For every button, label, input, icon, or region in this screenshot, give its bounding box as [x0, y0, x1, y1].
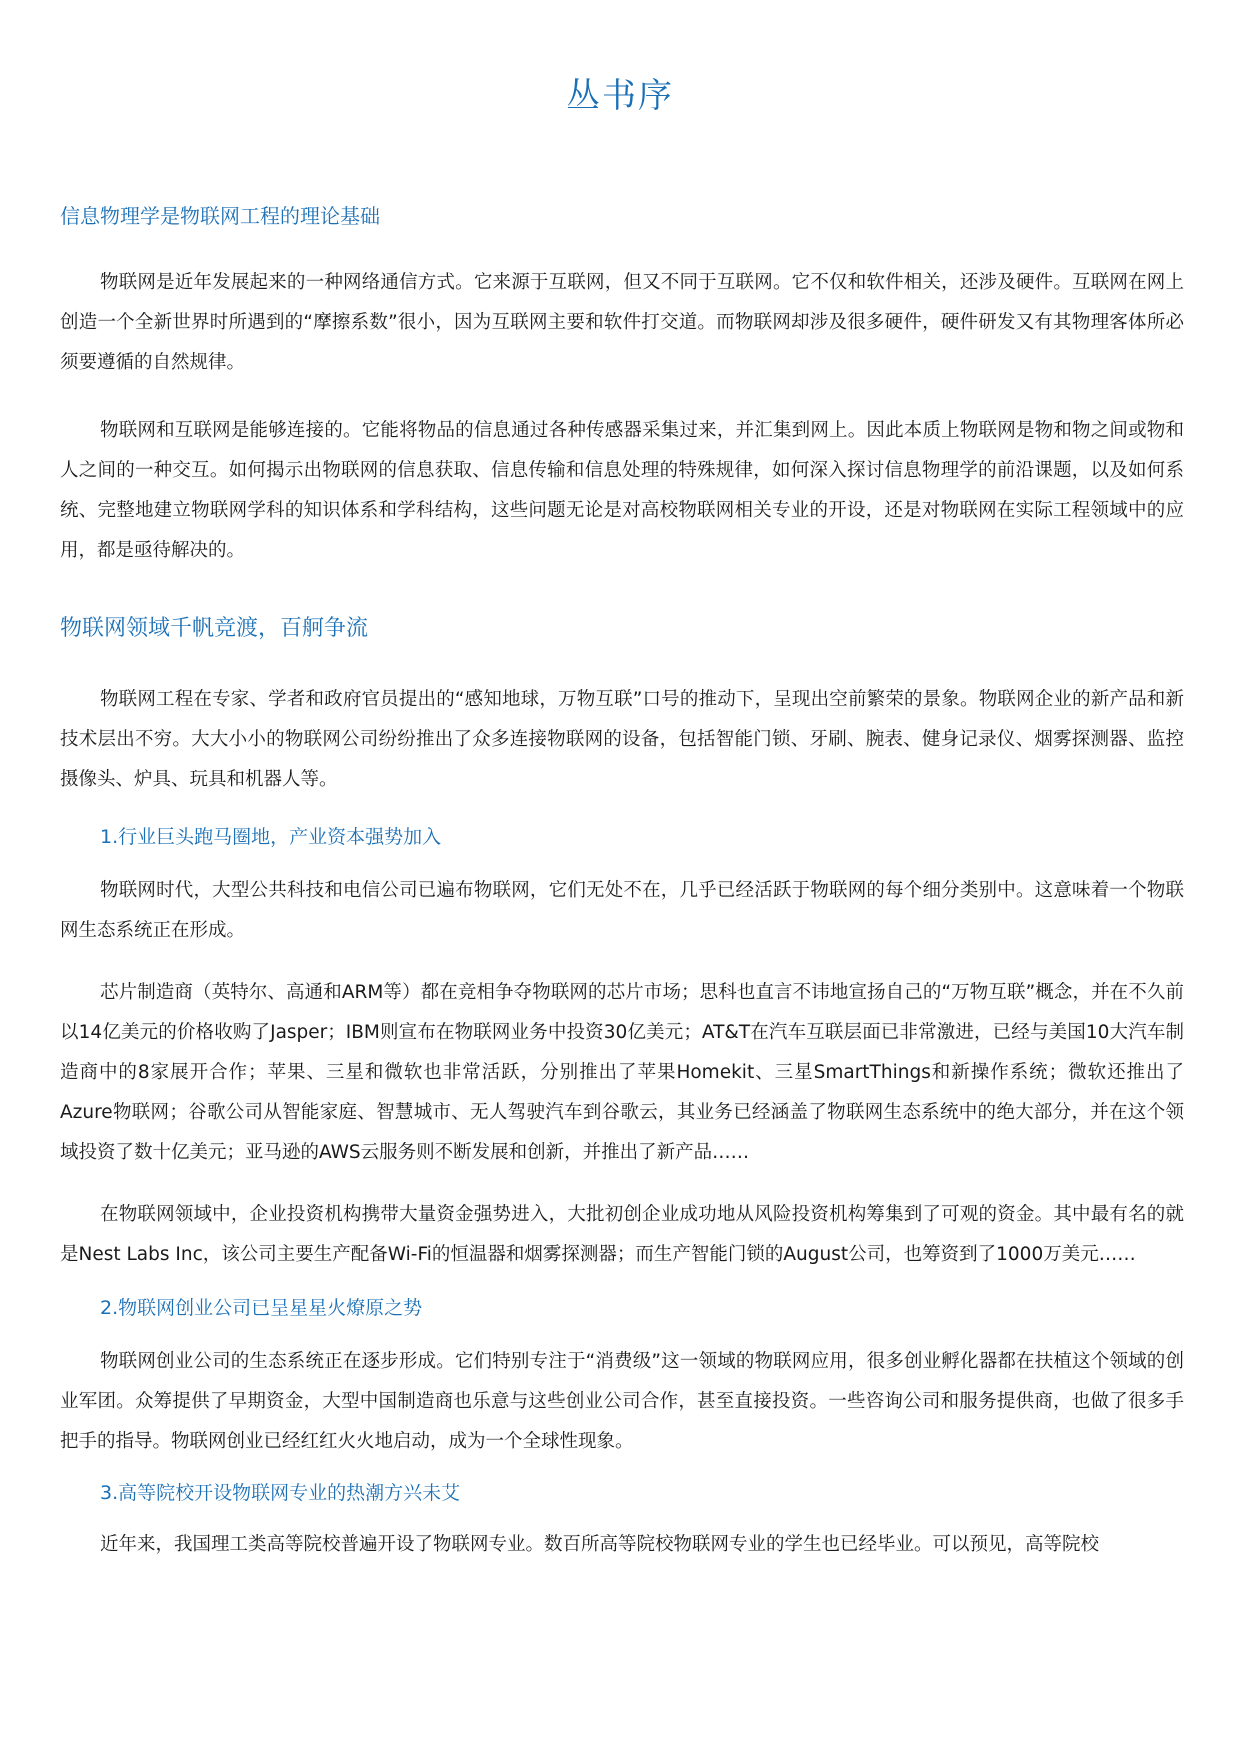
- paragraph: 在物联网领域中，企业投资机构携带大量资金强势进入，大批初创企业成功地从风险投资机构筹集到了可观的资金。其中最有名的就是Nest Labs Inc，该公司主要生产配备Wi-Fi的恒温器和烟雾探测器；而生产智能门锁的August公司，也筹资到了1000万美元……: [60, 1204, 1184, 1265]
- section-heading-competition: 物联网领域千帆竞渡，百舸争流: [60, 616, 369, 641]
- document-body: [60, 200, 1184, 1565]
- paragraph: 近年来，我国理工类高等院校普遍开设了物联网专业。数百所高等院校物联网专业的学生也已经毕业。可以预见，高等院校: [100, 1534, 1100, 1555]
- document-title: 丛书序: [566, 76, 674, 116]
- paragraph: 物联网时代，大型公共科技和电信公司已遍布物联网，它们无处不在，几乎已经活跃于物联网的每个细分类别中。这意味着一个物联网生态系统正在形成。: [60, 880, 1184, 941]
- subsection-heading-startups: 2.物联网创业公司已呈星星火燎原之势: [100, 1297, 423, 1319]
- paragraph: 物联网创业公司的生态系统正在逐步形成。它们特别专注于“消费级”这一领域的物联网应用，很多创业孵化器都在扶植这个领域的创业军团。众筹提供了早期资金，大型中国制造商也乐意与这些创业公司合作，甚至直接投资。一些咨询公司和服务提供商，也做了很多手把手的指导。物联网创业已经红红火火地启动，成为一个全球性现象。: [60, 1351, 1184, 1452]
- subsection-heading-industry-giants: 1.行业巨头跑马圈地，产业资本强势加入: [100, 826, 442, 848]
- paragraph: 物联网和互联网是能够连接的。它能将物品的信息通过各种传感器采集过来，并汇集到网上。因此本质上物联网是物和物之间或物和人之间的一种交互。如何揭示出物联网的信息获取、信息传输和信息处理的特殊规律，如何深入探讨信息物理学的前沿课题，以及如何系统、完整地建立物联网学科的知识体系和学科结构，这些问题无论是对高校物联网相关专业的开设，还是对物联网在实际工程领域中的应用，都是亟待解决的。: [60, 420, 1184, 561]
- paragraph: 芯片制造商（英特尔、高通和ARM等）都在竞相争夺物联网的芯片市场；思科也直言不讳地宣扬自己的“万物互联”概念，并在不久前以14亿美元的价格收购了Jasper；IBM则宣布在物联网业务中投资30亿美元；AT&T在汽车互联层面已非常激进，已经与美国10大汽车制造商中的8家展开合作；苹果、三星和微软也非常活跃，分别推出了苹果Homekit、三星SmartThings和新操作系统；微软还推出了Azure物联网；谷歌公司从智能家庭、智慧城市、无人驾驶汽车到谷歌云，其业务已经涵盖了物联网生态系统中的绝大部分，并在这个领域投资了数十亿美元；亚马逊的AWS云服务则不断发展和创新，并推出了新产品……: [60, 982, 1184, 1163]
- subsection-heading-universities: 3.高等院校开设物联网专业的热潮方兴未艾: [100, 1482, 461, 1504]
- paragraph: 物联网工程在专家、学者和政府官员提出的“感知地球，万物互联”口号的推动下，呈现出空前繁荣的景象。物联网企业的新产品和新技术层出不穷。大大小小的物联网公司纷纷推出了众多连接物联网的设备，包括智能门锁、牙刷、腕表、健身记录仪、烟雾探测器、监控摄像头、炉具、玩具和机器人等。: [60, 689, 1184, 790]
- section-heading-theory: 信息物理学是物联网工程的理论基础: [60, 204, 380, 228]
- paragraph: 物联网是近年发展起来的一种网络通信方式。它来源于互联网，但又不同于互联网。它不仅和软件相关，还涉及硬件。互联网在网上创造一个全新世界时所遇到的“摩擦系数”很小，因为互联网主要和软件打交道。而物联网却涉及很多硬件，硬件研发又有其物理客体所必须要遵循的自然规律。: [60, 272, 1184, 373]
